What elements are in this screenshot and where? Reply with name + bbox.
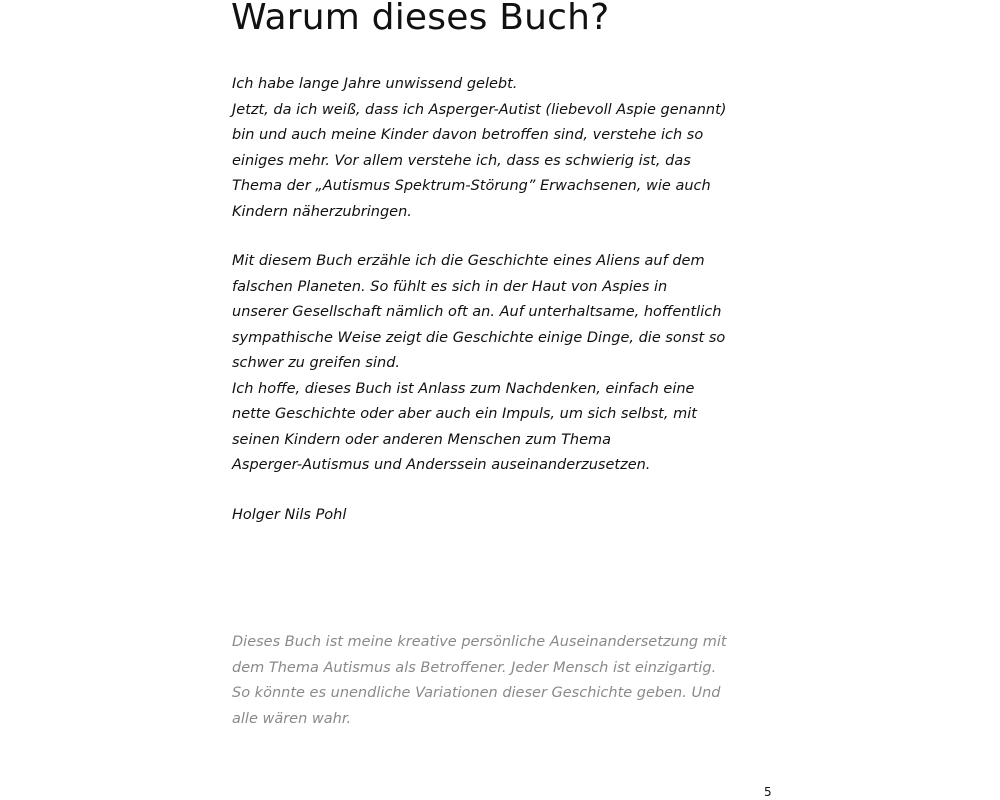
author-name: Holger Nils Pohl <box>232 507 347 523</box>
note-line: So könnte es unendliche Variationen dieser Geschichte geben. Und <box>232 685 721 701</box>
text-line: Mit diesem Buch erzähle ich die Geschichte eines Aliens auf dem <box>232 253 705 269</box>
note-line: dem Thema Autismus als Betroffener. Jeder Mensch ist einzigartig. <box>232 659 717 676</box>
text-line: Ich habe lange Jahre unwissend gelebt. <box>232 76 518 92</box>
text-line: schwer zu greifen sind. <box>232 355 401 371</box>
text-line: Jetzt, da ich weiß, dass ich Asperger-Autist (liebevoll Aspie genannt) <box>232 101 727 118</box>
page-title: Warum dieses Buch? <box>231 0 610 38</box>
text-line: nette Geschichte oder aber auch ein Impuls, um sich selbst, mit <box>232 406 697 422</box>
text-line: Thema der „Autismus Spektrum-Störung” Erwachsenen, wie auch <box>232 178 711 194</box>
intro-paragraph <box>232 72 727 225</box>
note-line: alle wären wahr. <box>232 710 352 727</box>
page-number: 5 <box>764 785 772 799</box>
text-line: unserer Gesellschaft nämlich oft an. Auf unterhaltsame, hoffentlich <box>232 304 722 320</box>
story-paragraph <box>232 249 726 479</box>
text-line: einiges mehr. Vor allem verstehe ich, dass es schwierig ist, das <box>232 152 691 169</box>
text-line: seinen Kindern oder anderen Menschen zum Thema <box>232 431 612 448</box>
note-line: Dieses Buch ist meine kreative persönliche Auseinandersetzung mit <box>232 634 727 650</box>
text-line: Kindern näherzubringen. <box>232 203 412 220</box>
text-line: Ich hoffe, dieses Buch ist Anlass zum Nachdenken, einfach eine <box>232 380 695 397</box>
text-line: falschen Planeten. So fühlt es sich in der Haut von Aspies in <box>232 278 668 295</box>
text-line: Asperger-Autismus und Anderssein auseinanderzusetzen. <box>232 457 651 473</box>
text-line: sympathische Weise zeigt die Geschichte einige Dinge, die sonst so <box>232 329 726 346</box>
author-signature <box>232 503 722 529</box>
author-note <box>232 630 727 732</box>
text-line: bin und auch meine Kinder davon betroffen sind, verstehe ich so <box>232 127 704 143</box>
